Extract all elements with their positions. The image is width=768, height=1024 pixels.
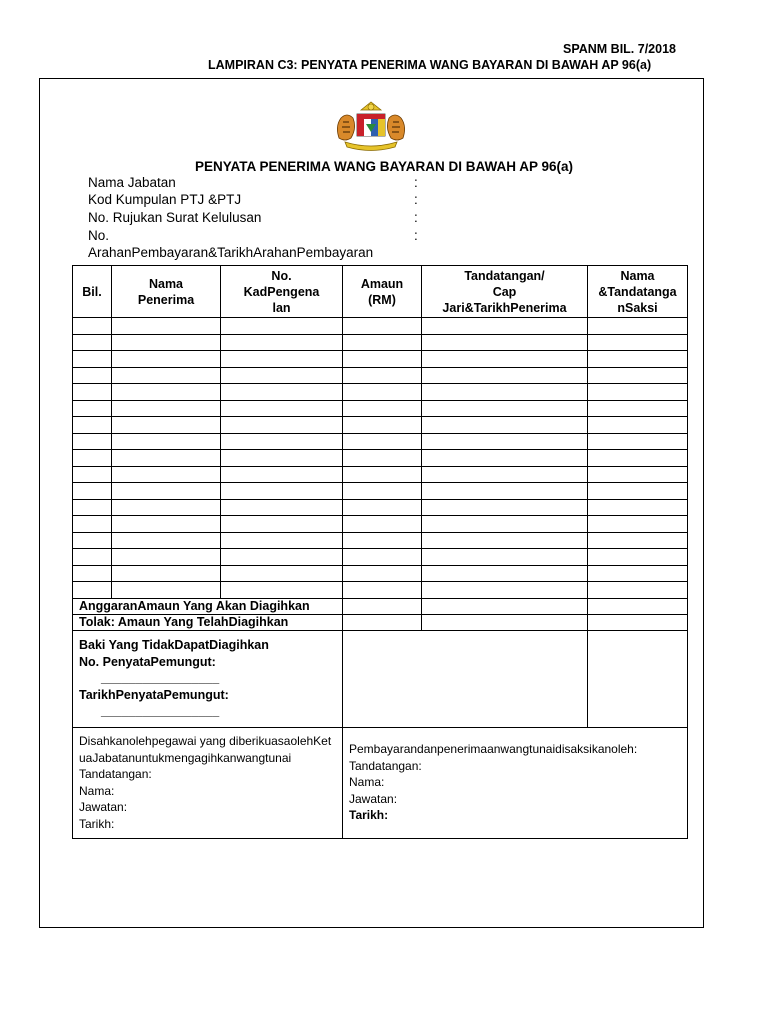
cell-saksi[interactable]	[588, 384, 688, 401]
cell-nama[interactable]	[112, 466, 221, 483]
field-colon: :	[414, 210, 418, 225]
cell-amaun[interactable]	[343, 351, 422, 368]
cell-no-kad[interactable]	[221, 318, 343, 335]
cell-tandatangan[interactable]	[422, 384, 588, 401]
table-row	[73, 367, 688, 384]
cell-amaun[interactable]	[343, 450, 422, 467]
cell-bil[interactable]	[73, 532, 112, 549]
table-row	[73, 384, 688, 401]
cell-bil[interactable]	[73, 417, 112, 434]
cell-bil[interactable]	[73, 549, 112, 566]
cell-nama[interactable]	[112, 318, 221, 335]
cell-amaun[interactable]	[343, 532, 422, 549]
cell-tandatangan[interactable]	[422, 400, 588, 417]
cell-amaun[interactable]	[343, 565, 422, 582]
cell-amaun[interactable]	[343, 384, 422, 401]
signature-field-tandatangan: Tandatangan:	[79, 767, 152, 781]
table-row	[73, 582, 688, 599]
cell-nama[interactable]	[112, 334, 221, 351]
cell-nama[interactable]	[112, 450, 221, 467]
baki-amount-cell[interactable]	[343, 630, 588, 727]
document-code: SPANM BIL. 7/2018	[562, 42, 676, 56]
field-label-no-rujukan: No. Rujukan Surat Kelulusan	[88, 210, 262, 225]
summary-cell	[422, 598, 588, 614]
cell-saksi[interactable]	[588, 483, 688, 500]
summary-label: AnggaranAmaun Yang Akan Diagihkan	[73, 598, 343, 614]
cell-nama[interactable]	[112, 351, 221, 368]
cell-nama[interactable]	[112, 367, 221, 384]
cell-no-kad[interactable]	[221, 516, 343, 533]
cell-amaun[interactable]	[343, 499, 422, 516]
cell-amaun[interactable]	[343, 400, 422, 417]
cell-nama[interactable]	[112, 417, 221, 434]
header-nama-penerima	[112, 266, 221, 318]
cell-amaun[interactable]	[343, 318, 422, 335]
cell-bil[interactable]	[73, 516, 112, 533]
cell-tandatangan[interactable]	[422, 582, 588, 599]
cell-no-kad[interactable]	[221, 417, 343, 434]
cell-no-kad[interactable]	[221, 565, 343, 582]
field-colon: :	[414, 175, 418, 190]
header-tandatangan	[422, 266, 588, 318]
cell-tandatangan[interactable]	[422, 351, 588, 368]
signature-row	[73, 727, 688, 838]
cell-tandatangan[interactable]	[422, 549, 588, 566]
cell-bil[interactable]	[73, 565, 112, 582]
cell-nama[interactable]	[112, 499, 221, 516]
signature-field-tarikh: Tarikh:	[79, 816, 115, 831]
cell-tandatangan[interactable]	[422, 367, 588, 384]
cell-bil[interactable]	[73, 351, 112, 368]
table-row	[73, 516, 688, 533]
table-row	[73, 532, 688, 549]
cell-tandatangan[interactable]	[422, 433, 588, 450]
cell-amaun[interactable]	[343, 516, 422, 533]
cell-bil[interactable]	[73, 384, 112, 401]
cell-nama[interactable]	[112, 483, 221, 500]
table-row	[73, 400, 688, 417]
cell-tandatangan[interactable]	[422, 318, 588, 335]
cell-tandatangan[interactable]	[422, 466, 588, 483]
baki-row	[73, 630, 688, 727]
signature-field-nama: Nama:	[79, 783, 115, 798]
cell-amaun[interactable]	[343, 582, 422, 599]
cell-no-kad[interactable]	[221, 450, 343, 467]
summary-cell	[422, 614, 588, 630]
signature-field-nama: Nama:	[349, 775, 385, 790]
cell-amaun[interactable]	[343, 417, 422, 434]
cell-bil[interactable]	[73, 318, 112, 335]
table-row	[73, 549, 688, 566]
cell-no-kad[interactable]	[221, 532, 343, 549]
cell-saksi[interactable]	[588, 516, 688, 533]
cell-bil[interactable]	[73, 499, 112, 516]
header-saksi	[588, 266, 688, 318]
cell-saksi[interactable]	[588, 318, 688, 335]
signature-field-jawatan: Jawatan:	[79, 800, 128, 814]
summary-row-anggaran	[73, 598, 688, 614]
tarikh-penyata-label: TarikhPenyataPemungut:	[79, 687, 229, 702]
cell-saksi[interactable]	[588, 582, 688, 599]
cell-nama[interactable]	[112, 532, 221, 549]
field-colon: :	[414, 228, 418, 243]
cell-saksi[interactable]	[588, 367, 688, 384]
cell-tandatangan[interactable]	[422, 417, 588, 434]
summary-cell	[588, 614, 688, 630]
cell-amaun[interactable]	[343, 367, 422, 384]
cell-tandatangan[interactable]	[422, 450, 588, 467]
field-label-arahan-pembayaran: ArahanPembayaran&TarikhArahanPembayaran	[88, 245, 374, 260]
cell-tandatangan[interactable]	[422, 483, 588, 500]
form-title: PENYATA PENERIMA WANG BAYARAN DI BAWAH AP 96(a)	[194, 159, 574, 174]
cell-no-kad[interactable]	[221, 367, 343, 384]
cell-nama[interactable]	[112, 549, 221, 566]
baki-cell	[588, 630, 688, 727]
table-row	[73, 433, 688, 450]
cell-amaun[interactable]	[343, 483, 422, 500]
table-row	[73, 334, 688, 351]
header-text: Tandatangan/ Cap Jari&TarikhPenerima	[442, 268, 567, 315]
cell-no-kad[interactable]	[221, 483, 343, 500]
field-label-kod-kumpulan: Kod Kumpulan PTJ &PTJ	[88, 192, 242, 207]
cell-bil[interactable]	[73, 582, 112, 599]
appendix-title: LAMPIRAN C3: PENYATA PENERIMA WANG BAYARAN DI BAWAH AP 96(a)	[208, 58, 652, 72]
no-penyata-label: No. PenyataPemungut:	[79, 654, 216, 669]
field-label-nama-jabatan: Nama Jabatan	[88, 175, 176, 190]
cell-saksi[interactable]	[588, 417, 688, 434]
cell-bil[interactable]	[73, 400, 112, 417]
cell-no-kad[interactable]	[221, 582, 343, 599]
signature-field-jawatan: Jawatan:	[349, 791, 398, 806]
cell-saksi[interactable]	[588, 565, 688, 582]
cell-saksi[interactable]	[588, 499, 688, 516]
cell-no-kad[interactable]	[221, 466, 343, 483]
cell-saksi[interactable]	[588, 334, 688, 351]
cell-bil[interactable]	[73, 466, 112, 483]
cell-nama[interactable]	[112, 565, 221, 582]
cell-saksi[interactable]	[588, 549, 688, 566]
cell-amaun[interactable]	[343, 433, 422, 450]
cell-no-kad[interactable]	[221, 433, 343, 450]
header-text: Nama &Tandatanga nSaksi	[598, 268, 677, 315]
cell-saksi[interactable]	[588, 450, 688, 467]
field-label-no: No.	[88, 228, 110, 243]
cell-no-kad[interactable]	[221, 549, 343, 566]
summary-amount-cell[interactable]	[343, 598, 422, 614]
baki-cell	[73, 630, 343, 727]
cell-nama[interactable]	[112, 384, 221, 401]
cell-saksi[interactable]	[588, 466, 688, 483]
cell-tandatangan[interactable]	[422, 499, 588, 516]
cell-tandatangan[interactable]	[422, 565, 588, 582]
cell-no-kad[interactable]	[221, 400, 343, 417]
table-row	[73, 499, 688, 516]
table-row	[73, 318, 688, 335]
table-row	[73, 565, 688, 582]
cell-bil[interactable]	[73, 450, 112, 467]
cell-amaun[interactable]	[343, 549, 422, 566]
cell-saksi[interactable]	[588, 400, 688, 417]
signature-right-intro: Pembayarandanpenerimaanwangtunaidisaksikanoleh:	[349, 742, 638, 757]
cell-bil[interactable]	[73, 334, 112, 351]
entry-rows	[73, 318, 688, 599]
no-penyata-line[interactable]: _________________	[101, 671, 220, 686]
cell-tandatangan[interactable]	[422, 516, 588, 533]
cell-no-kad[interactable]	[221, 351, 343, 368]
cell-saksi[interactable]	[588, 532, 688, 549]
cell-amaun[interactable]	[343, 466, 422, 483]
cell-no-kad[interactable]	[221, 384, 343, 401]
cell-bil[interactable]	[73, 483, 112, 500]
cell-bil[interactable]	[73, 433, 112, 450]
cell-amaun[interactable]	[343, 334, 422, 351]
signature-left[interactable]	[73, 727, 343, 838]
summary-amount-cell[interactable]	[343, 614, 422, 630]
baki-title: Baki Yang TidakDapatDiagihkan	[79, 638, 269, 653]
cell-nama[interactable]	[112, 582, 221, 599]
table-row	[73, 483, 688, 500]
header-text: Nama Penerima	[137, 276, 195, 307]
summary-row-tolak	[73, 614, 688, 630]
signature-right[interactable]	[343, 727, 688, 838]
summary-cell	[588, 598, 688, 614]
header-amaun	[343, 266, 422, 318]
cell-no-kad[interactable]	[221, 334, 343, 351]
cell-saksi[interactable]	[588, 433, 688, 450]
header-text: Bil.	[82, 284, 102, 299]
table-row	[73, 417, 688, 434]
header-bil	[73, 266, 112, 318]
signature-field-tarikh: Tarikh:	[349, 808, 389, 823]
signature-field-tandatangan: Tandatangan:	[349, 758, 422, 773]
coat-of-arms-icon	[331, 100, 411, 152]
cell-nama[interactable]	[112, 516, 221, 533]
header-text: Amaun (RM)	[360, 276, 404, 307]
recipient-table	[72, 265, 688, 839]
cell-nama[interactable]	[112, 400, 221, 417]
table-row	[73, 450, 688, 467]
header-no-kad	[221, 266, 343, 318]
table-row	[73, 351, 688, 368]
cell-tandatangan[interactable]	[422, 532, 588, 549]
summary-label: Tolak: Amaun Yang TelahDiagihkan	[73, 614, 343, 630]
cell-bil[interactable]	[73, 367, 112, 384]
cell-no-kad[interactable]	[221, 499, 343, 516]
cell-tandatangan[interactable]	[422, 334, 588, 351]
signature-left-intro: Disahkanolehpegawai yang diberikuasaolehKetuaJabatanuntukmengagihkanwangtunai	[79, 734, 332, 765]
table-header-row	[73, 266, 688, 318]
table-row	[73, 466, 688, 483]
field-colon: :	[414, 192, 418, 207]
tarikh-penyata-line[interactable]: _________________	[101, 704, 220, 719]
cell-saksi[interactable]	[588, 351, 688, 368]
cell-nama[interactable]	[112, 433, 221, 450]
header-text: No. KadPengena lan	[243, 268, 320, 315]
